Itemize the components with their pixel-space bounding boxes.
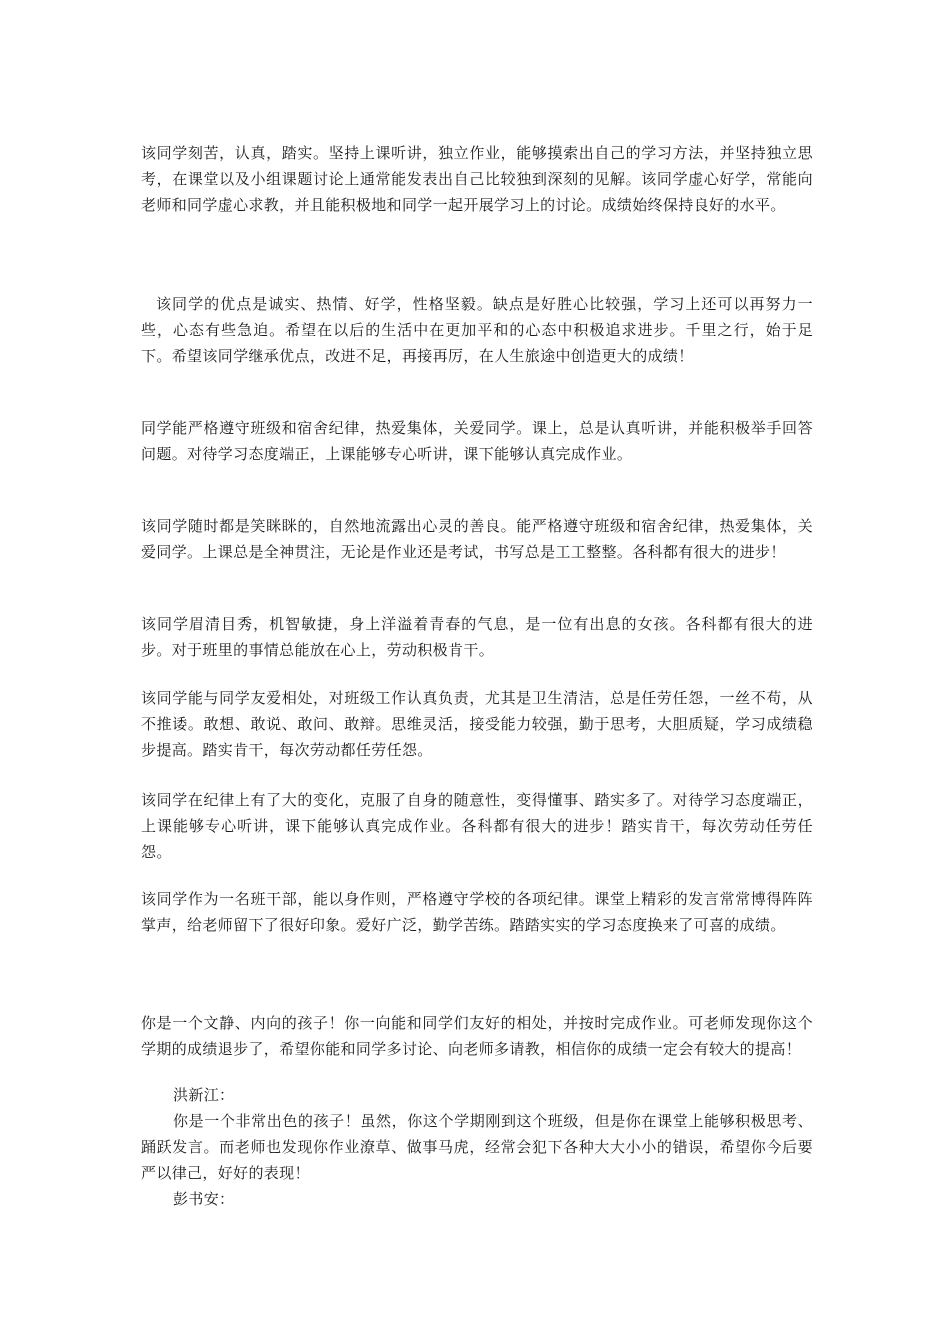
comment-paragraph-hong-xinjiang: 你是一个非常出色的孩子！虽然，你这个学期刚到这个班级，但是你在课堂上能够积极思考、踊跃发言。而老师也发现你作业潦草、做事马虎，经常会犯下各种大大小小的错误，希望你今后要严以律己，好好的表现！ — [141, 1112, 813, 1182]
comment-paragraph-7: 该同学在纪律上有了大的变化，克服了自身的随意性，变得懂事、踏实多了。对待学习态度端正，上课能够专心听讲，课下能够认真完成作业。各科都有很大的进步！踏实肯干，每次劳动任劳任怨。 — [141, 791, 813, 861]
comment-paragraph-4: 该同学随时都是笑眯眯的，自然地流露出心灵的善良。能严格遵守班级和宿舍纪律，热爱集体，关爱同学。上课总是全神贯注，无论是作业还是考试，书写总是工工整整。各科都有很大的进步！ — [141, 517, 813, 561]
comment-paragraph-9: 你是一个文静、内向的孩子！你一向能和同学们友好的相处，并按时完成作业。可老师发现你这个学期的成绩退步了，希望你能和同学多讨论、向老师多请教，相信你的成绩一定会有较大的提高！ — [141, 1014, 813, 1058]
comment-paragraph-1: 该同学刻苦，认真，踏实。坚持上课听讲，独立作业，能够摸索出自己的学习方法，并坚持独立思考，在课堂以及小组课题讨论上通常能发表出自己比较独到深刻的见解。该同学虚心好学，常能向老师和同学虚心求教，并且能积极地和同学一起开展学习上的讨论。成绩始终保持良好的水平。 — [141, 144, 813, 214]
comment-paragraph-3: 同学能严格遵守班级和宿舍纪律，热爱集体，关爱同学。课上，总是认真听讲，并能积极举手回答问题。对待学习态度端正，上课能够专心听讲，课下能够认真完成作业。 — [141, 419, 813, 463]
student-name-hong-xinjiang: 洪新江： — [173, 1086, 235, 1104]
comment-paragraph-2: 该同学的优点是诚实、热情、好学，性格坚毅。缺点是好胜心比较强，学习上还可以再努力一些，心态有些急迫。希望在以后的生活中在更加平和的心态中积极追求进步。千里之行，始于足下。希望该同学继承优点，改进不足，再接再厉，在人生旅途中创造更大的成绩！ — [141, 295, 813, 365]
comment-paragraph-8: 该同学作为一名班干部，能以身作则，严格遵守学校的各项纪律。课堂上精彩的发言常常博得阵阵掌声，给老师留下了很好印象。爱好广泛，勤学苦练。踏踏实实的学习态度换来了可喜的成绩。 — [141, 890, 813, 934]
comment-paragraph-6: 该同学能与同学友爱相处，对班级工作认真负责，尤其是卫生清洁，总是任劳任怨，一丝不苟，从不推诿。敢想、敢说、敢问、敢辩。思维灵活，接受能力较强，勤于思考，大胆质疑，学习成绩稳步提高。踏实肯干，每次劳动都任劳任怨。 — [141, 689, 813, 759]
comment-paragraph-5: 该同学眉清目秀，机智敏捷，身上洋溢着青春的气息，是一位有出息的女孩。各科都有很大的进步。对于班里的事情总能放在心上，劳动积极肯干。 — [141, 615, 813, 659]
student-name-peng-shuan: 彭书安： — [173, 1190, 235, 1208]
document-page — [141, 0, 813, 1344]
